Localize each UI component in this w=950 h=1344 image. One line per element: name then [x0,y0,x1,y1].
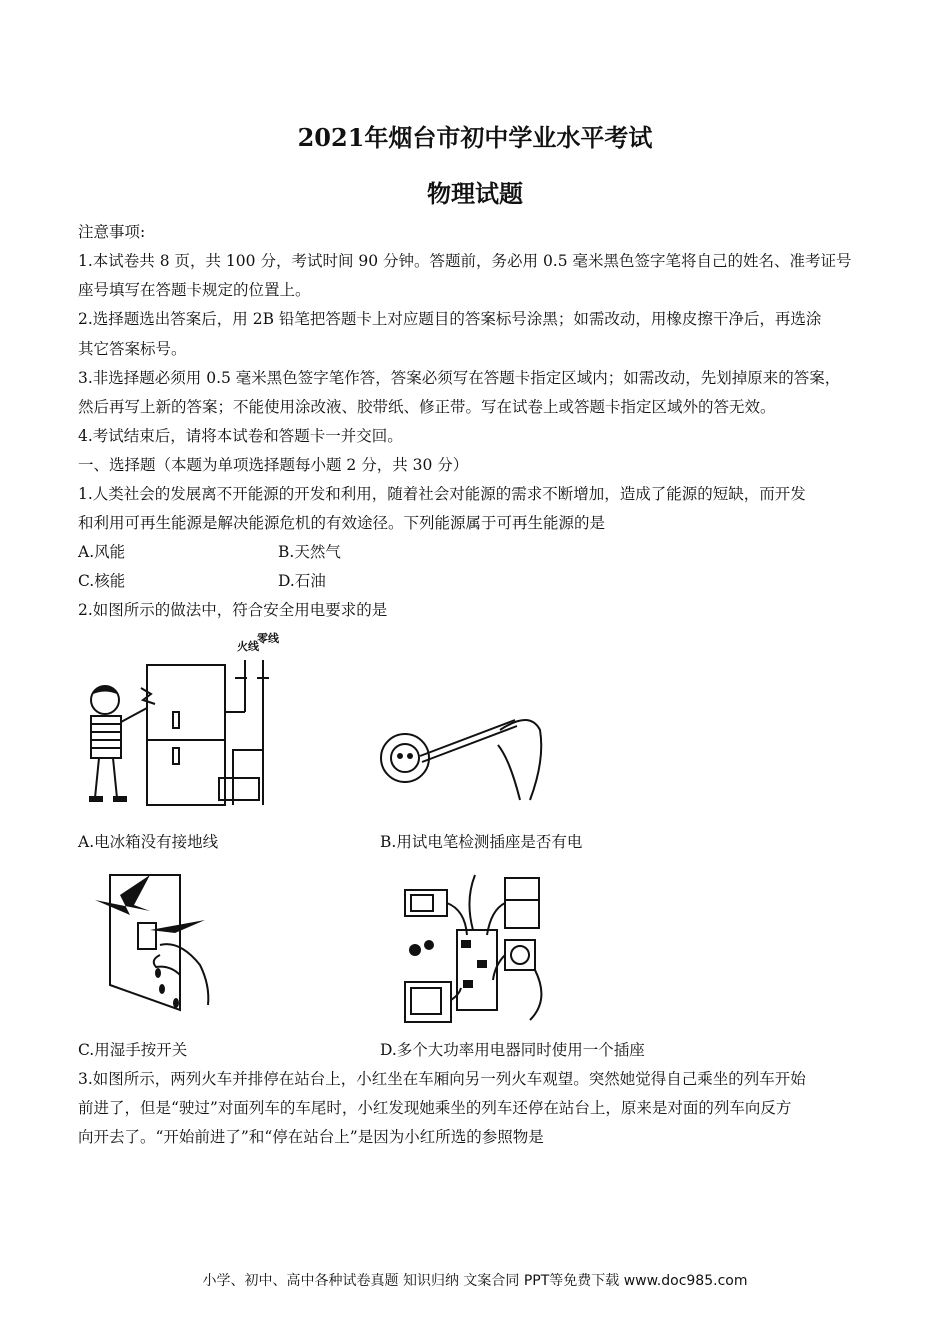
q1-option-b: B.天然气 [278,543,341,561]
q2-option-b: B.用试电笔检测插座是否有电 [380,833,583,851]
figure-overloaded-socket [395,870,555,1030]
notice-line: 然后再写上新的答案；不能使用涂改液、胶带纸、修正带。写在试卷上或答题卡指定区域外的答无效。 [78,398,776,416]
section-heading: 一、选择题（本题为单项选择题每小题 2 分，共 30 分） [78,456,469,474]
figure-test-pen-socket [370,690,570,810]
figure-wet-hand-switch [90,865,220,1015]
notice-line: 3.非选择题必须用 0.5 毫米黑色签字笔作答，答案必须写在答题卡指定区域内；如需改动，先划掉原来的答案， [78,369,841,387]
q3-stem: 向开去了。“开始前进了”和“停在站台上”是因为小红所选的参照物是 [78,1128,544,1146]
notice-line: 其它答案标号。 [78,340,187,358]
live-wire-label: 火线 [237,640,259,653]
notice-line: 座号填写在答题卡规定的位置上。 [78,281,311,299]
exam-title: 2021年烟台市初中学业水平考试 [297,123,653,152]
q3-stem: 前进了，但是“驶过”对面列车的车尾时，小红发现她乘坐的列车还停在站台上，原来是对面的列车向反方 [78,1099,792,1117]
q2-option-d: D.多个大功率用电器同时使用一个插座 [380,1041,645,1059]
neutral-wire-label: 零线 [257,632,279,645]
q2-stem: 2.如图所示的做法中，符合安全用电要求的是 [78,601,388,619]
notice-heading: 注意事项: [78,223,146,241]
page-footer: 小学、初中、高中各种试卷真题 知识归纳 文案合同 PPT等免费下载 www.doc985.com [202,1273,748,1289]
q1-option-c: C.核能 [78,572,126,590]
q2-option-a: A.电冰箱没有接地线 [78,833,219,851]
q1-stem: 1.人类社会的发展离不开能源的开发和利用，随着社会对能源的需求不断增加，造成了能源的短缺，而开发 [78,485,806,503]
notice-line: 4.考试结束后，请将本试卷和答题卡一并交回。 [78,427,403,445]
q1-option-d: D.石油 [278,572,326,590]
notice-line: 2.选择题选出答案后，用 2B 铅笔把答题卡上对应题目的答案标号涂黑；如需改动，用橡皮擦干净后，再选涂 [78,310,822,328]
notice-line: 1.本试卷共 8 页，共 100 分，考试时间 90 分钟。答题前，务必用 0.5 毫米黑色签字笔将自己的姓名、准考证号 [78,252,852,270]
q1-option-a: A.风能 [78,543,126,561]
q3-stem: 3.如图所示，两列火车并排停在站台上，小红坐在车厢向另一列火车观望。突然她觉得自己乘坐的列车开始 [78,1070,806,1088]
figure-fridge-no-ground [85,630,295,810]
q1-stem: 和利用可再生能源是解决能源危机的有效途径。下列能源属于可再生能源的是 [78,514,606,532]
exam-subtitle: 物理试题 [427,179,523,208]
q2-option-c: C.用湿手按开关 [78,1041,188,1059]
